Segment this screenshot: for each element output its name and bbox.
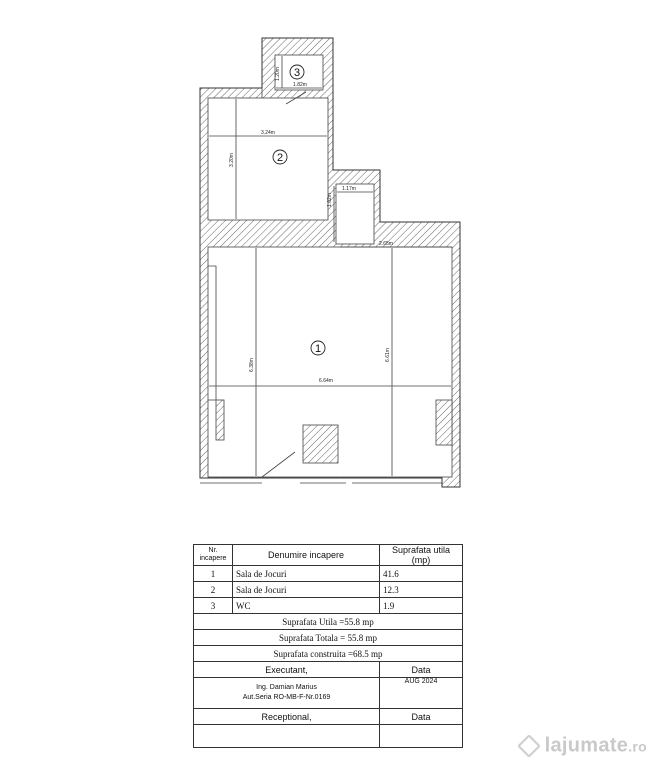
- receptional-date-label: Data: [380, 709, 463, 725]
- dim-room1-left-height: 6.38m: [249, 358, 255, 372]
- receptional-blank-row: [194, 725, 463, 748]
- table-row: [194, 582, 463, 598]
- executant-date-label: Data: [380, 662, 463, 678]
- dim-room1-right-height: 6.61m: [385, 348, 391, 362]
- receptional-date-blank: [380, 725, 463, 748]
- executant-label: Executant,: [194, 662, 380, 678]
- row-nr: 2: [194, 582, 233, 598]
- watermark: [517, 734, 647, 758]
- watermark-suffix: .ro: [628, 738, 647, 755]
- header-nr: Nr. incapere: [194, 545, 233, 566]
- table-row: [194, 566, 463, 582]
- row-area: 12.3: [380, 582, 463, 598]
- receptional-label: Receptional,: [194, 709, 380, 725]
- dim-step-height: 1.02m: [327, 193, 333, 207]
- dim-room1-width: 6.64m: [319, 378, 333, 384]
- row-name: WC: [233, 598, 380, 614]
- svg-text:3: 3: [293, 67, 301, 79]
- watermark-text: lajumate: [544, 734, 629, 757]
- header-area: Suprafata utila (mp): [380, 545, 463, 566]
- row-nr: 1: [194, 566, 233, 582]
- legend-table: [193, 544, 463, 748]
- executant-name: Ing. Damian Marius: [256, 684, 317, 691]
- dim-wc-width: 1.82m: [293, 82, 307, 88]
- row-name: Sala de Jocuri: [233, 566, 380, 582]
- executant-date: AUG 2024: [380, 678, 463, 709]
- executant-detail-row: [194, 678, 463, 709]
- row-nr: 3: [194, 598, 233, 614]
- row-area: 1.9: [380, 598, 463, 614]
- table-row: [194, 598, 463, 614]
- dim-step-width: 1.17m: [342, 186, 356, 192]
- row-area: 41.6: [380, 566, 463, 582]
- dim-room2-width: 3.24m: [261, 130, 275, 136]
- dim-wc-height: 1.20m: [275, 67, 281, 81]
- executant-details: [194, 678, 380, 709]
- total-total-row: [194, 630, 463, 646]
- dim-room2-height: 3.20m: [229, 153, 235, 167]
- dim-room1-top: 2.65m: [379, 241, 393, 247]
- total-util-row: [194, 614, 463, 630]
- receptional-header-row: [194, 709, 463, 725]
- executant-authorization: Aut.Seria RO-MB-F-Nr.0169: [242, 694, 331, 701]
- svg-text:2: 2: [276, 152, 284, 164]
- total-built: Suprafata construita =68.5 mp: [194, 646, 463, 662]
- total-built-row: [194, 646, 463, 662]
- row-name: Sala de Jocuri: [233, 582, 380, 598]
- receptional-blank: [194, 725, 380, 748]
- total-total: Suprafata Totala = 55.8 mp: [194, 630, 463, 646]
- executant-header-row: [194, 662, 463, 678]
- svg-text:1: 1: [314, 343, 322, 355]
- header-name: Denumire incapere: [233, 545, 380, 566]
- total-util: Suprafata Utila =55.8 mp: [194, 614, 463, 630]
- lajumate-logo-icon: [517, 734, 541, 758]
- legend-header-row: [194, 545, 463, 566]
